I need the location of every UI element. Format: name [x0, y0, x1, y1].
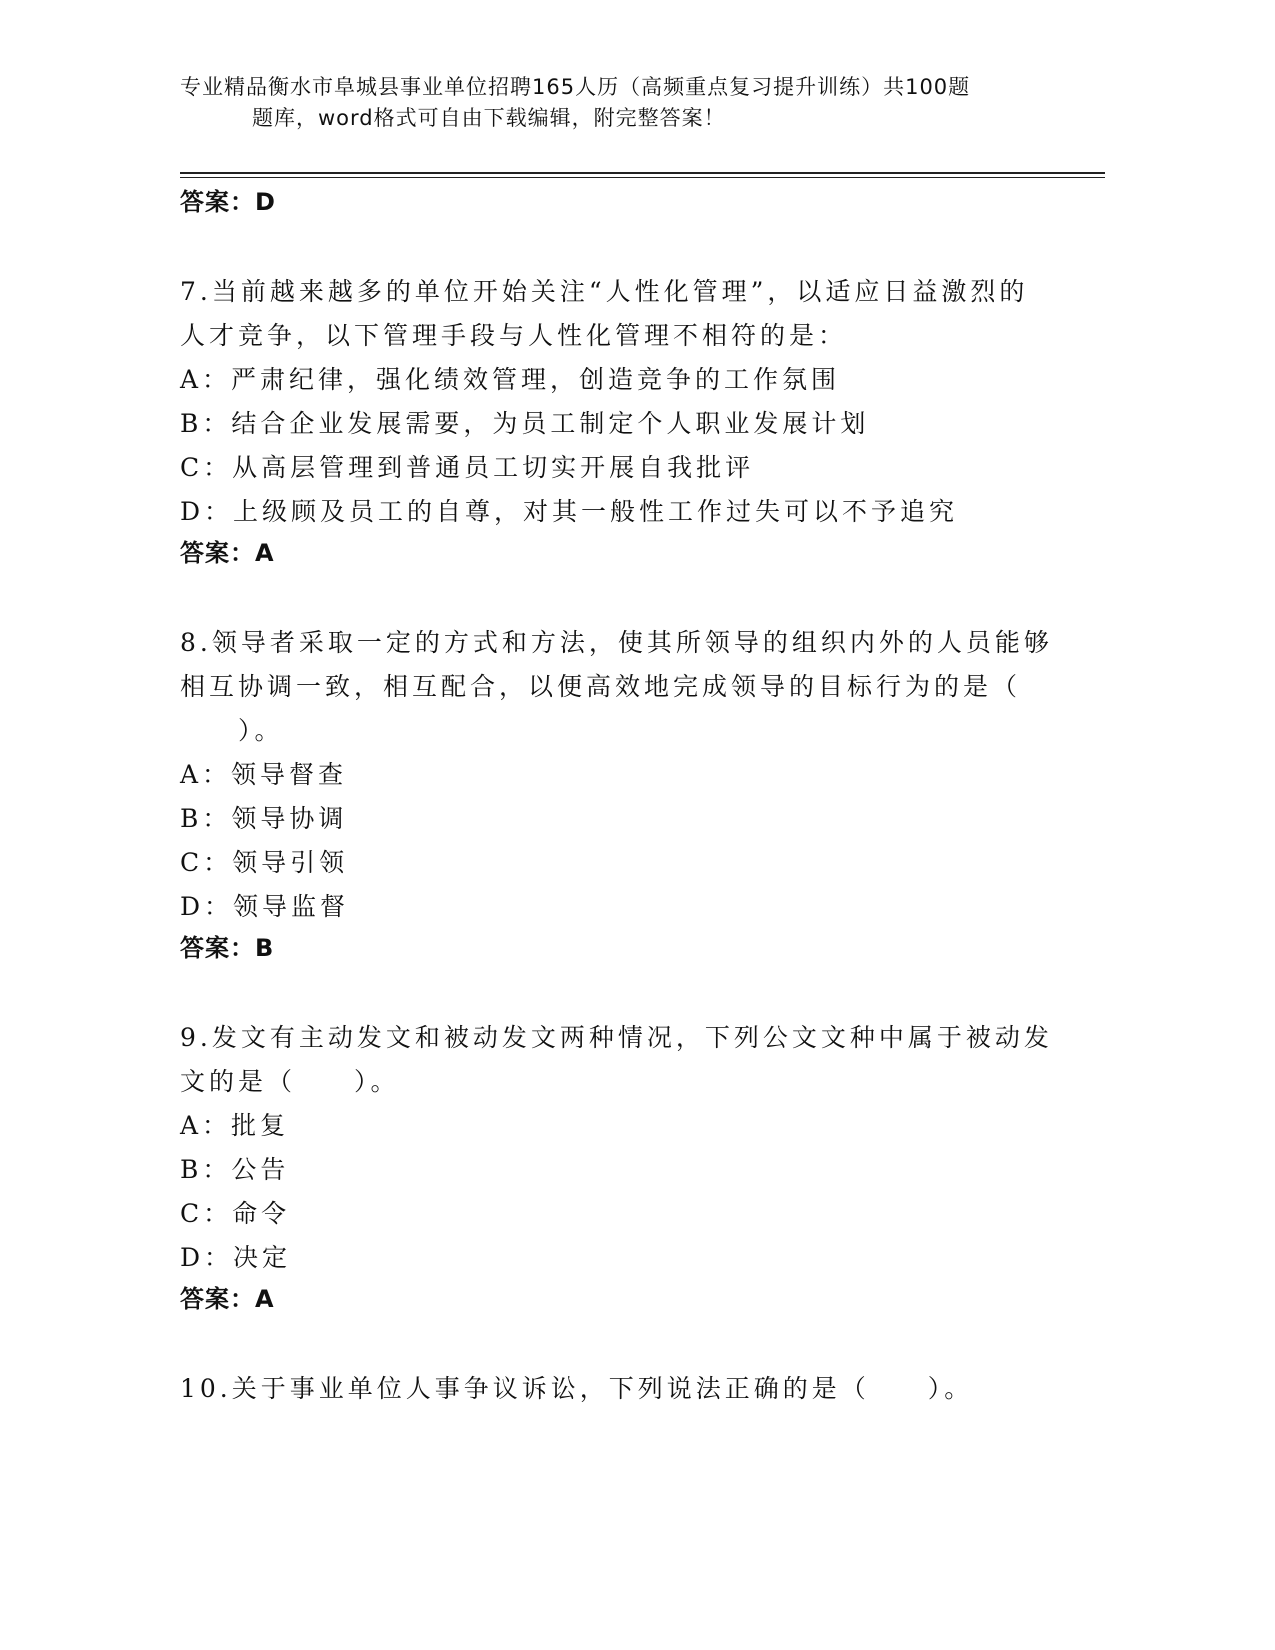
option-a: A：领导督查: [180, 760, 348, 789]
question-9: [180, 1016, 1060, 1318]
answer-value: B: [255, 934, 275, 962]
option-d: D：领导监督: [180, 892, 350, 921]
document-body: [180, 183, 1060, 1411]
header-divider-thin: [180, 177, 1105, 178]
option-a: A：批复: [180, 1111, 290, 1140]
answer-value: D: [255, 188, 276, 216]
answer-label: 答案：: [180, 188, 255, 216]
answer-label: 答案：: [180, 934, 255, 962]
option-b: B：结合企业发展需要，为员工制定个人职业发展计划: [180, 409, 870, 438]
answer: [180, 534, 1060, 572]
answer: [180, 929, 1060, 967]
option-d: D：决定: [180, 1243, 292, 1272]
question-text-line: 人才竞争，以下管理手段与人性化管理不相符的是：: [180, 321, 848, 350]
question-text-line: 文的是（ ）。: [180, 1067, 400, 1096]
header-line-1: 专业精品衡水市阜城县事业单位招聘165人历（高频重点复习提升训练）共100题: [180, 75, 971, 99]
option-b: B：公告: [180, 1155, 290, 1184]
answer-value: A: [255, 1285, 275, 1313]
question-text-line: 7.当前越来越多的单位开始关注“人性化管理”，以适应日益激烈的: [180, 277, 1029, 306]
option-b: B：领导协调: [180, 804, 348, 833]
option-a: A：严肃纪律，强化绩效管理，创造竞争的工作氛围: [180, 365, 841, 394]
option-c: C：领导引领: [180, 848, 349, 877]
question-text-line: 8.领导者采取一定的方式和方法，使其所领导的组织内外的人员能够: [180, 628, 1053, 657]
answer-label: 答案：: [180, 1285, 255, 1313]
question-8: [180, 621, 1060, 967]
question-text-line: 10.关于事业单位人事争议诉讼，下列说法正确的是（ ）。: [180, 1374, 974, 1403]
header-divider-thick: [180, 172, 1105, 174]
question-10: [180, 1367, 1060, 1411]
question-text-line: 9.发文有主动发文和被动发文两种情况，下列公文文种中属于被动发: [180, 1023, 1053, 1052]
option-d: D：上级顾及员工的自尊，对其一般性工作过失可以不予追究: [180, 497, 959, 526]
question-7: [180, 270, 1060, 572]
answer-value: A: [255, 539, 275, 567]
question-text-line: ）。: [180, 716, 284, 745]
document-header: [180, 72, 1060, 134]
answer: [180, 1280, 1060, 1318]
option-c: C：命令: [180, 1199, 291, 1228]
question-text-line: 相互协调一致，相互配合，以便高效地完成领导的目标行为的是（: [180, 672, 1022, 701]
header-line-2: 题库，word格式可自由下载编辑，附完整答案！: [252, 106, 726, 130]
answer-label: 答案：: [180, 539, 255, 567]
option-c: C：从高层管理到普通员工切实开展自我批评: [180, 453, 755, 482]
previous-answer: [180, 183, 1060, 221]
